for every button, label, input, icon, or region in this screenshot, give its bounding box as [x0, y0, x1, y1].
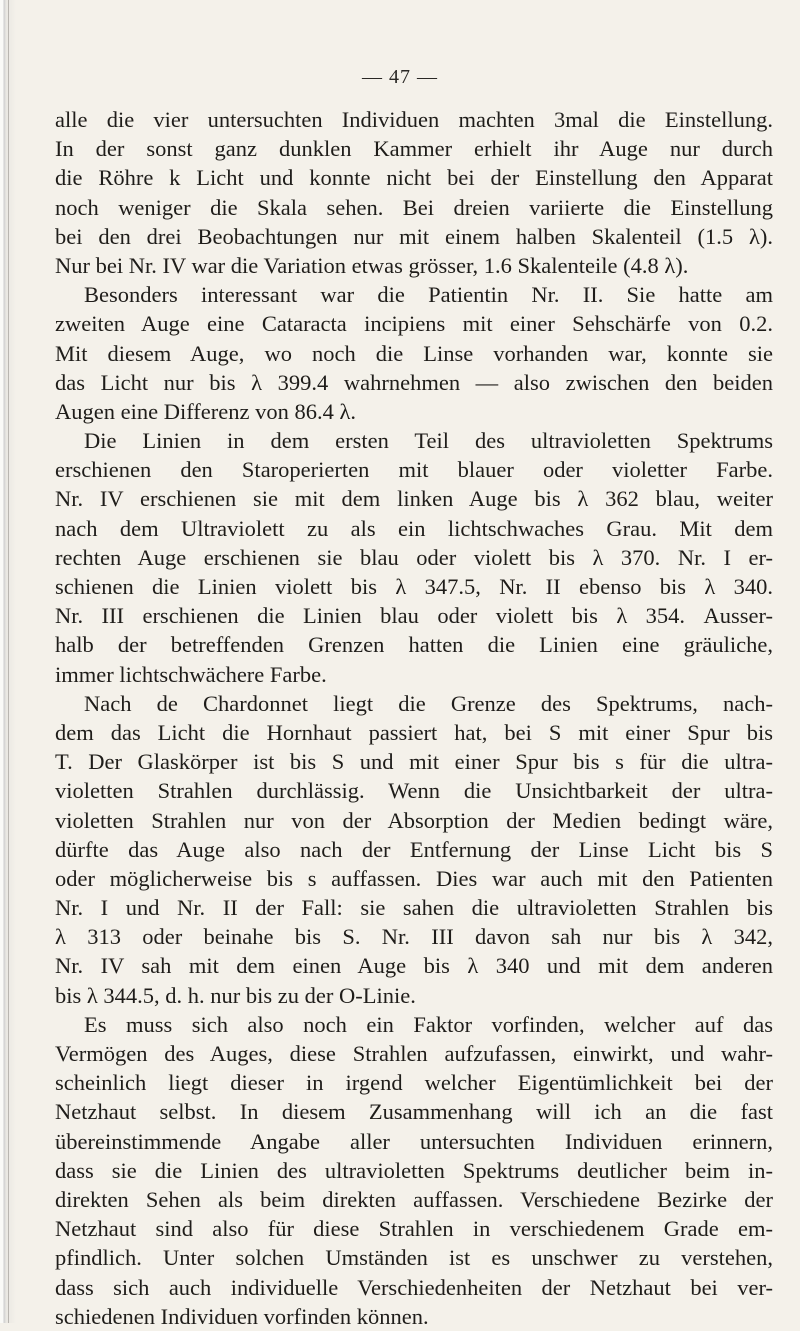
body-text [55, 105, 773, 1331]
text-line: pfindlich. Unter solchen Umständen ist es unschwer zu verstehen, [55, 1245, 773, 1271]
text-line: In der sonst ganz dunklen Kammer erhielt ihr Auge nur durch [55, 136, 773, 162]
text-line: violetten Strahlen durchlässig. Wenn die Unsichtbarkeit der ultra- [55, 778, 773, 804]
text-line: schiedenen Individuen vorfinden können. [55, 1303, 429, 1329]
text-line: Nr. III erschienen die Linien blau oder violett bis λ 354. Ausser- [55, 603, 773, 629]
text-line: T. Der Glaskörper ist bis S und mit einer Spur bis s für die ultra- [55, 749, 773, 775]
text-line: Vermögen des Auges, diese Strahlen aufzufassen, einwirkt, und wahr- [55, 1041, 773, 1066]
text-line: Netzhaut sind also für diese Strahlen in verschiedenem Grade em- [55, 1216, 773, 1242]
text-line: oder möglicherweise bis s auffassen. Dies war auch mit den Patienten [55, 865, 773, 891]
text-line: Mit diesem Auge, wo noch die Linse vorhanden war, konnte sie [55, 340, 773, 366]
text-line: violetten Strahlen nur von der Absorption der Medien bedingt wäre, [55, 807, 773, 833]
text-line: bei den drei Beobachtungen nur mit einem halben Skalenteil (1.5 λ). [55, 223, 773, 249]
text-line: scheinlich liegt dieser in irgend welcher Eigentümlichkeit bei der [55, 1070, 773, 1096]
text-line: Nach de Chardonnet liegt die Grenze des Spektrums, nach- [84, 690, 773, 716]
paragraph-5 [55, 1010, 773, 1331]
text-line: dem das Licht die Hornhaut passiert hat, bei S mit einer Spur bis [55, 719, 773, 745]
text-line: nach dem Ultraviolett zu als ein lichtschwaches Grau. Mit dem [55, 515, 773, 541]
text-line: bis λ 344.5, d. h. nur bis zu der O-Linie. [55, 982, 416, 1008]
text-line: Nr. IV erschienen sie mit dem linken Auge bis λ 362 blau, weiter [55, 486, 773, 512]
text-line: dass sich auch individuelle Verschiedenheiten der Netzhaut bei ver- [55, 1274, 773, 1300]
text-line: Nur bei Nr. IV war die Variation etwas grösser, 1.6 Skalenteile (4.8 λ). [55, 252, 689, 278]
text-line: Es muss sich also noch ein Faktor vorfinden, welcher auf das [84, 1011, 773, 1037]
text-line: Nr. IV sah mit dem einen Auge bis λ 340 und mit dem anderen [55, 953, 773, 979]
text-line: übereinstimmende Angabe aller untersuchten Individuen erinnern, [55, 1128, 773, 1154]
text-line: die Röhre k Licht und konnte nicht bei der Einstellung den Apparat [55, 165, 773, 191]
text-line: Die Linien in dem ersten Teil des ultravioletten Spektrums [84, 428, 773, 454]
paragraph-4 [55, 689, 773, 1010]
paragraph-3 [55, 426, 773, 689]
paragraph-1 [55, 105, 773, 280]
page-number: — 47 — [362, 66, 438, 88]
text-line: erschienen den Staroperierten mit blauer oder violetter Farbe. [55, 457, 773, 483]
page-binding-line [8, 0, 9, 1323]
text-line: rechten Auge erschienen sie blau oder violett bis λ 370. Nr. I er- [55, 544, 773, 570]
text-line: dass sie die Linien des ultravioletten Spektrums deutlicher beim in- [55, 1157, 773, 1183]
text-line: halb der betreffenden Grenzen hatten die Linien eine gräuliche, [55, 632, 773, 658]
text-line: schienen die Linien violett bis λ 347.5, Nr. II ebenso bis λ 340. [55, 574, 773, 599]
text-line: λ 313 oder beinahe bis S. Nr. III davon sah nur bis λ 342, [55, 924, 773, 950]
text-line: das Licht nur bis λ 399.4 wahrnehmen — also zwischen den beiden [55, 369, 773, 395]
text-line: Besonders interessant war die Patientin Nr. II. Sie hatte am [84, 282, 773, 308]
text-line: Nr. I und Nr. II der Fall: sie sahen die ultravioletten Strahlen bis [55, 895, 773, 921]
text-line: Netzhaut selbst. In diesem Zusammenhang will ich an die fast [55, 1099, 773, 1125]
text-line: direkten Sehen als beim direkten auffassen. Verschiedene Bezirke der [55, 1186, 773, 1212]
paragraph-2 [55, 280, 773, 426]
text-line: dürfte das Auge also nach der Entfernung der Linse Licht bis S [55, 836, 773, 862]
text-line: alle die vier untersuchten Individuen machten 3mal die Einstellung. [55, 107, 773, 132]
text-line: noch weniger die Skala sehen. Bei dreien variierte die Einstellung [55, 194, 773, 220]
text-line: Augen eine Differenz von 86.4 λ. [55, 398, 357, 424]
text-line: immer lichtschwächere Farbe. [55, 661, 327, 687]
text-line: zweiten Auge eine Cataracta incipiens mit einer Sehschärfe von 0.2. [55, 311, 773, 337]
